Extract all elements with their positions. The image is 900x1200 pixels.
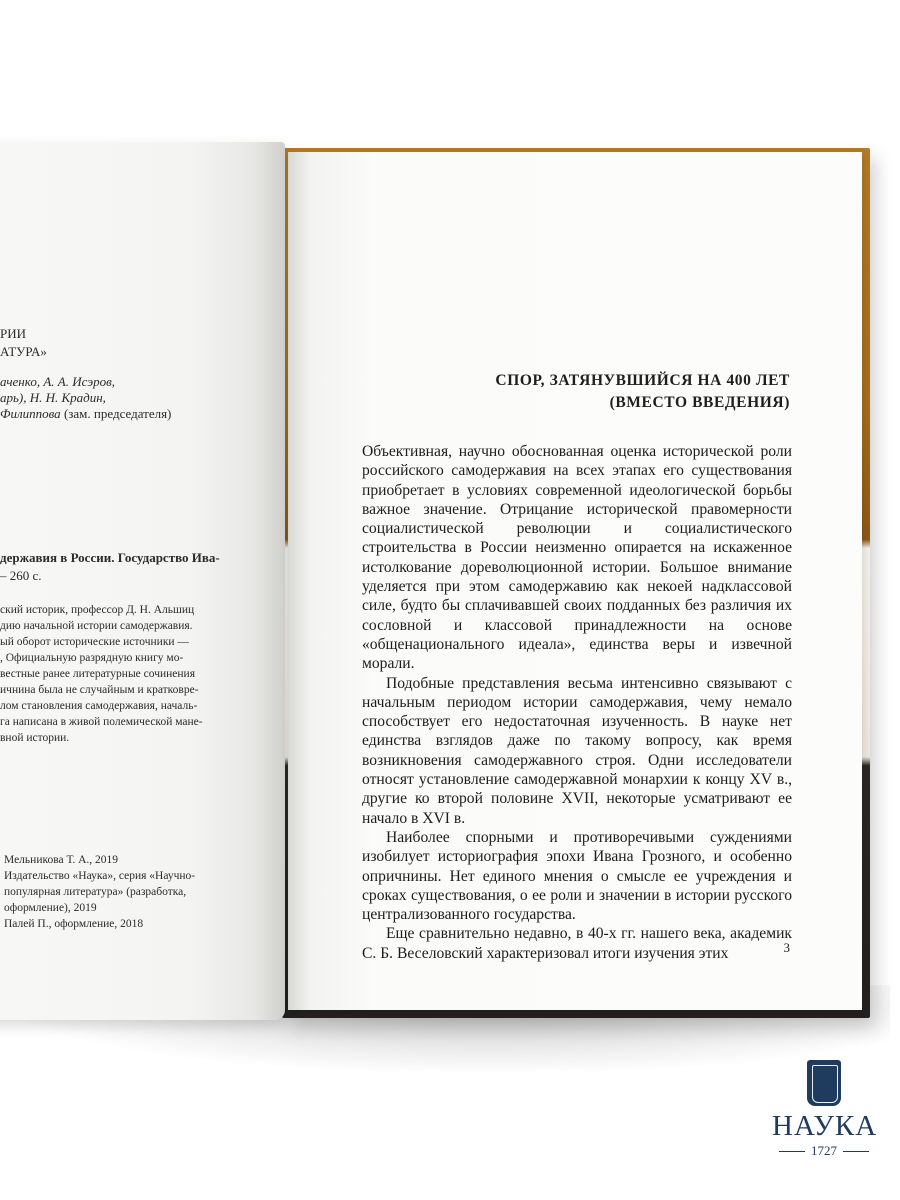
copyright-line: Издательство «Наука», серия «Научно- xyxy=(4,870,196,882)
page-number: 3 xyxy=(783,940,790,955)
series-line-1: РИИ xyxy=(0,326,27,341)
body-text xyxy=(362,442,792,963)
right-page xyxy=(288,152,862,1010)
board-member-role: (зам. председателя) xyxy=(60,406,172,421)
editorial-board-line-2: арь), Н. Н. Крадин, xyxy=(0,390,106,405)
board-member-name: Филиппова xyxy=(0,406,61,421)
annotation-line: ый оборот исторические источники — xyxy=(0,636,189,648)
left-page xyxy=(0,142,285,1020)
chapter-title xyxy=(495,370,790,414)
annotation-line: , Официальную разрядную книгу мо- xyxy=(0,652,184,664)
series-line-2: АТУРА» xyxy=(0,344,47,359)
editorial-board-line-3 xyxy=(0,406,171,422)
chapter-title-line-1: СПОР, ЗАТЯНУВШИЙСЯ НА 400 ЛЕТ xyxy=(495,372,790,389)
annotation-line: ичнина была не случайным и кратковре- xyxy=(0,684,199,696)
paragraph: Еще сравнительно недавно, в 40-х гг. нашего века, академик С. Б. Веселовский характеризовал итоги изучения этих xyxy=(362,925,792,962)
paragraph: Наиболее спорными и противоречивыми суждениями изобилует историография эпохи Ивана Грозного, и особенно опричнины. Нет единого мнения о смысле ее учреждения и сроках существования, о ее роли и значении в истории русского централизованного государства. xyxy=(362,828,792,924)
chapter-title-line-2: (ВМЕСТО ВВЕДЕНИЯ) xyxy=(609,394,790,411)
book-emblem-icon xyxy=(807,1060,841,1106)
copyright-line: популярная литература» (разработка, xyxy=(4,886,187,898)
copyright-line: Мельникова Т. А., 2019 xyxy=(4,854,119,866)
divider-right xyxy=(843,1151,869,1152)
annotation-line: лом становления самодержавия, началь- xyxy=(0,700,198,712)
annotation-line: вной истории. xyxy=(0,732,70,744)
paragraph: Объективная, научно обоснованная оценка исторической роли российского самодержавия на всех этапах его существования приобретает в условиях современной идеологической борьбы важное значение. Отрицание исторической правомерности социалистической революции и социалистического строительства в России неизменно опирается на искаженное истолкование дореволюционной истории. Большое внимание уделяется при этом самодержавию как некоей надклассовой силе, будто бы сплачивавшей своих подданных без различия их сословной и классовой принадлежности на основе «общенационального идеала», единства веры и извечной морали. xyxy=(362,443,792,673)
copyright-line: Палей П., оформление, 2018 xyxy=(4,918,144,930)
paragraph: Подобные представления весьма интенсивно связывают с начальным периодом истории самодержавия, чему немало способствует его недостаточная изученность. В науке нет единства взглядов даже по такому вопросу, как время возникновения самодержавного строя. Одни исследователи относят установление самодержавной монархии к концу XV в., другие ко второй половине XVII, некоторые усматривают ее начало в XVI в. xyxy=(362,674,792,827)
annotation-line: га написана в живой полемической мане- xyxy=(0,716,203,728)
publisher-name: НАУКА xyxy=(772,1110,878,1142)
publisher-logo xyxy=(772,1060,876,1159)
book-title-line-1: державия в России. Государство Ива- xyxy=(0,550,220,565)
editorial-board-line-1: аченко, А. А. Исэров, xyxy=(0,374,116,389)
annotation-line: вестные ранее литературные сочинения xyxy=(0,668,196,680)
annotation-line: ский историк, профессор Д. Н. Альшиц xyxy=(0,604,195,616)
copyright-line: оформление), 2019 xyxy=(4,902,97,914)
book-title-line-2: – 260 с. xyxy=(0,568,42,583)
divider-left xyxy=(779,1151,805,1152)
annotation-line: дию начальной истории самодержавия. xyxy=(0,620,193,632)
publisher-year-row xyxy=(772,1143,876,1159)
publisher-year: 1727 xyxy=(811,1143,837,1158)
